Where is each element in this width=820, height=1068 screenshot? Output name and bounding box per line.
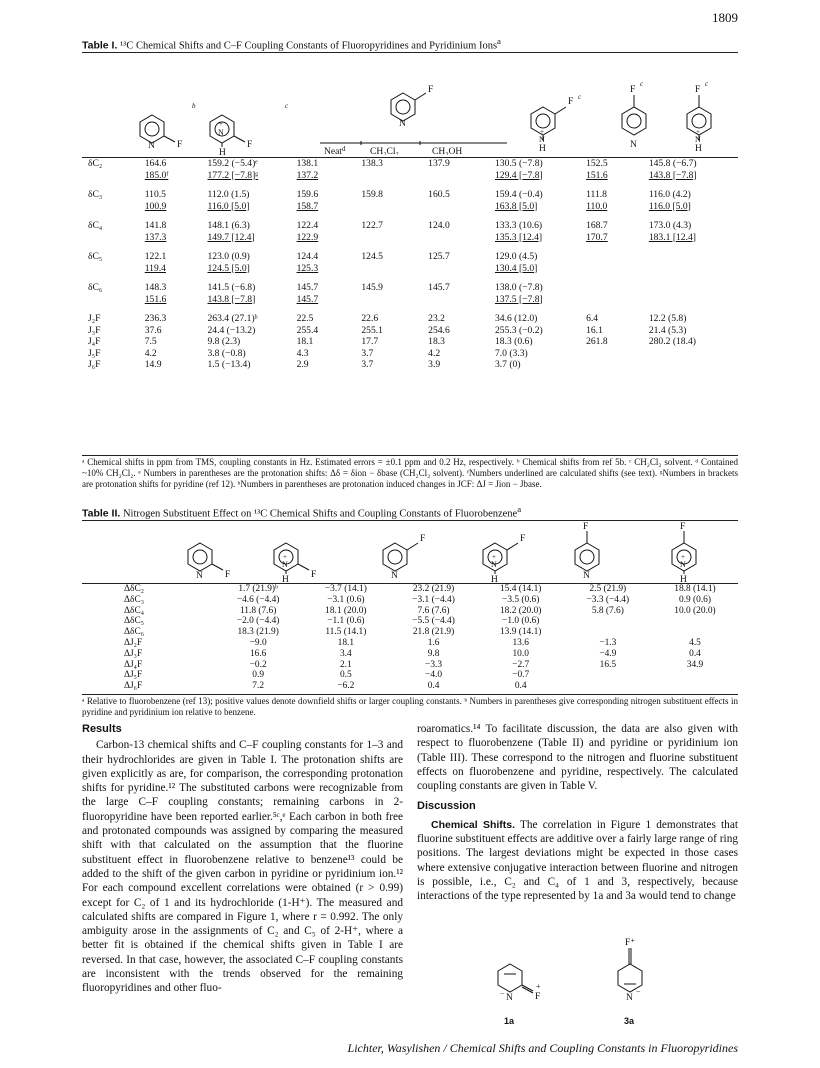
struct-label-h: H [491, 575, 498, 583]
table1-cell: 17.7 [361, 336, 379, 347]
results-continuation: roaromatics.¹⁴ To facilitate discussion, the data are also given with respect to fluorobenzene (Table II) and pyridine or pyridinium ion (Table III). These correspond to the nitrogen and fluorine substituent effects on fluorobenzene and pyridine, respectively. The calculated coupling constants are given in Table V. [417, 723, 738, 793]
struct-label-f: F [311, 570, 317, 580]
table1-cell: 135.3 [12.4] [494, 231, 543, 243]
ring-4-fluoropyridine [622, 107, 646, 135]
struct-label-b: b [192, 102, 196, 110]
table2-cell: −3.1 (0.6) [327, 594, 365, 605]
struct-label-h: H [539, 144, 546, 154]
table1-cell: 124.5 [361, 251, 383, 262]
table1-cell [584, 263, 647, 275]
results-column [82, 722, 403, 996]
table1-cell: 148.1 (6.3) [207, 220, 250, 231]
table1-cell: 9.8 (2.3) [207, 336, 241, 347]
table2-cell: −2.7 [512, 659, 530, 670]
table2-cell: 15.4 (14.1) [499, 584, 542, 594]
chemical-shifts-subheading: Chemical Shifts. [431, 818, 516, 831]
table1-cell: 22.6 [361, 313, 379, 324]
table1-cell [647, 359, 738, 371]
row-label: δC₆ [88, 282, 103, 293]
table2 [82, 584, 738, 692]
struct-label-f: F [420, 534, 426, 544]
table2-cell: 7.2 [252, 681, 264, 692]
table2-cell: −6.2 [337, 681, 355, 692]
struct-label-plus: + [492, 553, 496, 561]
table1 [82, 158, 738, 371]
table2-bottom-rule [82, 694, 738, 695]
row-label: ΔJ₅F [124, 670, 143, 681]
struct-label-f: F [225, 570, 231, 580]
struct-label-n: N [583, 571, 590, 581]
row-label: J₅F [88, 347, 101, 359]
table2-cell: −5.5 (−4.4) [412, 616, 455, 627]
struct-label-f: F [568, 97, 574, 107]
table1-structures [82, 55, 738, 155]
table1-cell [426, 232, 493, 244]
table1-cell: 173.0 (4.3) [648, 220, 692, 231]
table2-cell: −3.3 (−4.4) [586, 594, 630, 605]
struct-label-n: N [680, 560, 686, 569]
table2-cell: 0.4 [514, 681, 527, 692]
table2-cell: 1.6 [427, 637, 440, 648]
table1-cell: 159.6 [296, 189, 319, 200]
struct-label-f: F [630, 85, 636, 95]
struct-label-f: F [535, 992, 541, 1002]
discussion-text: The correlation in Figure 1 demonstrates that fluorine substituent effects are additive over a fairly large range of ring positions. The largest deviations might be expected in those cases where extensive conjugative interaction between fluorine and nitrogen is possible, i.e., C₂ and C₄ of 1 and 3, respectively, because interactions of the type represented by 1a and 3a would tend to change [417, 818, 738, 903]
table1-cell: 1.5 (−13.4) [207, 359, 251, 370]
struct-label-n: N [399, 119, 406, 129]
table1-caption [82, 36, 501, 52]
table2-caption-label: Table II. [82, 507, 121, 520]
struct-label-h: H [219, 148, 226, 155]
table1-cell: 254.6 [428, 324, 450, 336]
table1-cell: 137.5 [−7.8] [494, 293, 543, 305]
table1-bottom-rule [82, 455, 738, 456]
struct-label-f: F [247, 140, 253, 150]
table1-cell: 22.5 [296, 313, 314, 324]
table1-cell: 159.4 (−0.4) [494, 189, 543, 200]
row-label: δC₂ [88, 158, 103, 169]
table2-cell: −3.3 [425, 659, 443, 670]
table1-cell [584, 251, 647, 263]
table1-cell: 145.7 [296, 293, 319, 305]
table1-cell [647, 263, 738, 275]
table2-cell: −4.6 (−4.4) [236, 594, 280, 605]
struct-label-plus: + [540, 128, 544, 136]
row-label: ΔδC₃ [124, 594, 144, 605]
table1-cell: 116.0 [5.0] [207, 200, 250, 212]
table1-cell: 6.4 [586, 313, 599, 324]
table1-cell: 137.2 [296, 169, 319, 181]
table2-cell: −1.1 (0.6) [327, 616, 365, 627]
fig-fplus-3a: F⁺ [625, 938, 636, 948]
struct-label-f: F [583, 522, 589, 532]
table2-cell: 7.6 (7.6) [417, 605, 450, 616]
table1-cell: 183.1 [12.4] [648, 231, 696, 243]
table1-cell: 152.5 [586, 158, 608, 169]
table1-cell [584, 348, 647, 360]
table1-cell: 34.6 (12.0) [494, 313, 538, 324]
table1-cell: 141.8 [144, 220, 167, 231]
table1-cell: 122.9 [296, 231, 319, 243]
table2-cell: 4.5 [689, 637, 701, 648]
fig-label-3a: 3a [624, 1016, 635, 1026]
table2-cell: 18.3 (21.9) [237, 627, 279, 638]
table1-cell: 263.4 (27.1)ʰ [207, 313, 258, 324]
table2-cell [564, 670, 652, 681]
table1-cell [359, 232, 426, 244]
table1-cell: 124.4 [296, 251, 319, 262]
table2-cell: 1.7 (21.9)ᵇ [238, 584, 278, 594]
table2-cell: −3.5 (0.6) [502, 594, 540, 605]
table2-cell: −3.7 (14.1) [324, 584, 367, 594]
table1-cell [647, 348, 738, 360]
table1-cell: 122.1 [144, 251, 167, 262]
table1-cell: 261.8 [586, 336, 608, 347]
table2-cell: 13.6 [512, 637, 529, 648]
table2-cell: 2.1 [339, 659, 352, 670]
row-label: δC₃ [88, 189, 103, 200]
table1-cell: 158.7 [296, 200, 319, 212]
table2-cell: 0.4 [427, 681, 440, 692]
table2-cell [564, 627, 652, 638]
table1-cell: 12.2 (5.8) [648, 313, 687, 324]
table1-cell: 3.7 (0) [494, 359, 521, 370]
table2-cell: −1.3 [599, 637, 617, 648]
table1-cell [359, 294, 426, 306]
table2-cell: 23.2 (21.9) [412, 584, 455, 594]
table2-cell: 11.5 (14.1) [325, 627, 367, 638]
col-header-ch3oh: CH₃OH [432, 147, 463, 155]
table1-cell [647, 251, 738, 263]
table2-cell: 34.9 [686, 659, 704, 670]
table2-cell: 11.8 (7.6) [239, 605, 277, 616]
row-label: ΔJ₆F [124, 681, 143, 692]
struct-label-h: H [695, 144, 702, 154]
table2-cell: 18.1 (20.0) [325, 605, 367, 616]
table1-cell: 145.8 (−6.7) [648, 158, 697, 169]
table1-cell: 3.7 [361, 359, 374, 370]
row-label: δC₅ [88, 251, 103, 262]
struct-label-n: N [491, 560, 497, 569]
table1-cell: 149.7 [12.4] [207, 231, 255, 243]
table2-cell: 0.4 [689, 648, 701, 659]
table2-cell: 9.8 [427, 648, 440, 659]
row-label: ΔJ₃F [124, 648, 143, 659]
struct-label-f: F [695, 85, 701, 95]
struct-label-c: c [705, 80, 709, 88]
table2-cell: 16.6 [249, 648, 267, 659]
struct-label-plus: + [283, 553, 287, 561]
table2-cell: 18.8 (14.1) [674, 584, 716, 594]
table2-cell: −9.0 [249, 637, 267, 648]
table1-cell: 145.7 [296, 282, 319, 293]
discussion-heading: Discussion [417, 800, 476, 813]
table1-cell: 160.5 [428, 189, 450, 200]
table1-cell [426, 170, 493, 182]
page-number: 1809 [712, 10, 738, 25]
table1-cell: 100.9 [144, 200, 167, 212]
struct-label-n: N [539, 135, 545, 144]
table1-cell: 125.3 [296, 262, 319, 274]
table1-cell: 145.9 [361, 282, 383, 293]
ring-3-fluoropyridine [391, 93, 415, 121]
table2-cell: 13.9 (14.1) [499, 627, 542, 638]
table2-cell: −4.9 [599, 648, 617, 659]
table1-cell: 163.8 [5.0] [494, 200, 538, 212]
table1-cell: 3.8 (−0.8) [207, 347, 246, 359]
table2-cell: 18.1 [337, 637, 355, 648]
fig-minus-3a: − [636, 987, 641, 996]
col-header-neat-sup: d [341, 145, 346, 153]
struct-label-f: F [520, 534, 526, 544]
table1-cell: 151.6 [586, 169, 608, 181]
struct-label-f: F [177, 140, 183, 150]
table1-cell: 7.0 (3.3) [494, 347, 528, 359]
table1-cell [359, 263, 426, 275]
table1-cell: 23.2 [428, 313, 445, 324]
table1-cell: 138.3 [361, 158, 383, 169]
row-label: J₄F [88, 336, 101, 347]
discussion-column [417, 722, 738, 904]
ring-2-fluoropyridine [140, 115, 164, 143]
table2-cell: −0.2 [249, 659, 267, 670]
struct-label-c: c [578, 93, 582, 101]
table1-cell: 21.4 (5.3) [648, 324, 687, 336]
row-label: ΔδC₄ [124, 605, 144, 616]
table1-cell: 159.2 (−5.4)ᵉ [207, 158, 258, 169]
table1-cell [647, 282, 738, 294]
table2-cell: −0.7 [512, 670, 530, 681]
table1-cell: 129.4 [−7.8] [494, 169, 543, 181]
results-paragraph: Carbon-13 chemical shifts and C–F coupling constants for 1–3 and their hydrochlorides are given in Table I. The protonation shifts are given explicitly as are, for comparison, the corresponding protonation shifts for pyridine.¹² The substituted carbons were recognizable from the large C–F coupling constants; remaining carbons in 2-fluoropyridine have been reported earlier.⁵ᶜ,ᵉ Each carbon in both free and protonated compounds was assigned by comparing the measured shift with that calculated on the assumption that the fluorine substituent effect in fluorobenzene relative to benzene¹³ could be added to the shift of the given carbon in pyridine or pyridinium ion.¹² For each compound excellent correlations were obtained (r > 0.99) except for C₂ of 1 and its hydrochloride (1-H⁺). The measured and calculated shifts are compared in Figure 1, where r = 0.992. The only ambiguity arose in the assignments of C₂ and C₅ of 2-H⁺, where a better fit is obtained if the chemical shifts given in Table I are reversed. In that case, however, the associated C–F coupling constants are inconsistent with the trends observed for the remaining fluoropyridines and other fluo- [82, 739, 403, 995]
table1-cell [584, 359, 647, 371]
table2-cell: 10.0 (20.0) [674, 605, 716, 616]
table1-cell: 4.2 [144, 347, 157, 359]
table1-cell: 129.0 (4.5) [494, 251, 538, 262]
table1-cell: 3.7 [361, 347, 374, 359]
table1-cell: 143.8 [−7.8] [648, 169, 697, 181]
struct-label-c: c [285, 102, 289, 110]
table2-cell [652, 627, 738, 638]
table1-cell [584, 282, 647, 294]
table1-cell: 37.6 [144, 324, 162, 336]
table2-caption [82, 504, 521, 520]
table2-structures [82, 521, 738, 583]
table2-cell: 0.9 [252, 670, 264, 681]
struct-label-f: F [428, 85, 434, 95]
table1-cell: 137.3 [144, 231, 167, 243]
table1-cell: 133.3 (10.6) [494, 220, 543, 231]
table1-cell [426, 263, 493, 275]
table1-cell: 124.5 [5.0] [207, 262, 250, 274]
table1-cell: 116.0 [5.0] [648, 200, 691, 212]
table2-cell: 3.4 [339, 648, 352, 659]
struct-label-n: N [196, 571, 203, 581]
table1-cell: 148.3 [144, 282, 167, 293]
table2-cell: 18.2 (20.0) [499, 605, 542, 616]
table2-cell [652, 670, 738, 681]
table1-caption-text: ¹³C Chemical Shifts and C–F Coupling Constants of Fluoropyridines and Pyridinium Ions [120, 40, 498, 52]
struct-label-f: F [680, 522, 686, 532]
row-label: J₃F [88, 324, 101, 336]
struct-label-h: H [282, 575, 289, 583]
table1-cell: 110.5 [144, 189, 166, 200]
struct-label-n: N [630, 140, 637, 150]
results-heading: Results [82, 723, 122, 735]
table1-cell [359, 170, 426, 182]
fig-label-1a: 1a [504, 1016, 515, 1026]
table1-cell: 123.0 (0.9) [207, 251, 250, 262]
struct-label-c: c [640, 80, 644, 88]
table2-cell: 10.0 [512, 648, 529, 659]
table2-cell [652, 616, 738, 627]
table1-cell: 255.4 [296, 324, 319, 336]
table2-cell: 5.8 (7.6) [591, 605, 624, 616]
table1-cell: 4.3 [296, 347, 309, 359]
table1-cell: 143.8 [−7.8] [207, 293, 256, 305]
table1-cell: 280.2 (18.4) [648, 336, 696, 347]
row-label: ΔJ₄F [124, 659, 143, 670]
table1-cell: 137.9 [428, 158, 450, 169]
struct-label-n: N [695, 135, 701, 144]
table1-cell: 177.2 [−7.8]ᵍ [207, 169, 259, 181]
table2-cell: 21.8 (21.9) [412, 627, 455, 638]
row-label: ΔδC₂ [124, 584, 144, 594]
table1-cell: 110.0 [586, 200, 608, 212]
table1-cell: 122.4 [296, 220, 319, 231]
col-header-ch2cl2: CH₂Cl₂ [370, 147, 399, 155]
struct-label-plus: + [696, 128, 700, 136]
table2-footnote: ᵃ Relative to fluorobenzene (ref 13); positive values denote downfield shifts or larger coupling constants. ᵇ Numbers in parentheses give corresponding nitrogen substituent effects in pyridine and pyridinium ion relative to benzene. [82, 696, 738, 717]
table1-top-rule [82, 52, 738, 53]
row-label: ΔδC₅ [124, 616, 144, 627]
table1-caption-sup: a [497, 36, 501, 46]
table2-cell: −1.0 (0.6) [502, 616, 540, 627]
col-header-neat [324, 145, 346, 155]
table1-cell: 3.9 [428, 359, 441, 370]
table1-cell: 111.8 [586, 189, 607, 200]
table2-caption-text: Nitrogen Substituent Effect on ¹³C Chemical Shifts and Coupling Constants of Fluorobenzene [122, 508, 518, 520]
table1-cell: 119.4 [144, 262, 166, 274]
table1-cell: 138.0 (−7.8) [494, 282, 543, 293]
struct-label-n: N [626, 993, 633, 1003]
table1-cell: 2.9 [296, 359, 309, 370]
table2-cell: −3.1 (−4.4) [412, 594, 455, 605]
table2-cell: 0.9 (0.6) [678, 594, 711, 605]
row-label: J₂F [88, 313, 101, 324]
table1-cell: 164.6 [144, 158, 167, 169]
table1-cell [359, 201, 426, 213]
table1-cell: 185.0ᶠ [144, 169, 169, 181]
table1-cell: 145.7 [428, 282, 450, 293]
table1-cell: 125.7 [428, 251, 450, 262]
table1-cell: 14.9 [144, 359, 162, 370]
row-label: J₆F [88, 359, 101, 370]
table1-cell: 18.1 [296, 336, 314, 347]
table1-cell [426, 201, 493, 213]
table2-cell: 16.5 [599, 659, 617, 670]
struct-label-n: N [218, 128, 224, 137]
table2-cell: 0.5 [339, 670, 352, 681]
discussion-paragraph [417, 818, 738, 904]
table1-cell [426, 294, 493, 306]
ring-1a [498, 964, 522, 992]
table1-caption-label: Table I. [82, 39, 118, 52]
table1-cell: 124.0 [428, 220, 450, 231]
struct-label-n: N [148, 141, 155, 151]
table1-cell [647, 294, 738, 306]
table2-cell: −2.0 (−4.4) [236, 616, 280, 627]
table1-cell: 151.6 [144, 293, 167, 305]
fig-minus-1a: − [500, 989, 505, 998]
table1-cell: 18.3 (0.6) [494, 336, 533, 347]
col-header-neat-text: Neat [324, 147, 342, 155]
table1-cell: 122.7 [361, 220, 383, 231]
table1-cell: 170.7 [586, 231, 608, 243]
table1-cell: 130.5 (−7.8) [494, 158, 543, 169]
table2-cell: 2.5 (21.9) [589, 584, 627, 594]
table1-cell: 130.4 [5.0] [494, 262, 538, 274]
table1-cell: 7.5 [144, 336, 157, 347]
table1-cell [584, 294, 647, 306]
struct-label-n: N [391, 571, 398, 581]
row-label: ΔδC₆ [124, 627, 144, 638]
table1-cell: 255.3 (−0.2) [494, 324, 543, 336]
table1-cell: 4.2 [428, 347, 441, 359]
table2-cell [564, 616, 652, 627]
table1-cell: 112.0 (1.5) [207, 189, 250, 200]
struct-label-plus: + [219, 120, 223, 128]
struct-label-n: N [506, 993, 513, 1003]
resonance-structures [480, 934, 680, 1034]
table1-cell: 159.8 [361, 189, 383, 200]
row-label: δC₄ [88, 220, 103, 231]
table2-caption-sup: a [517, 504, 522, 514]
table1-cell: 141.5 (−6.8) [207, 282, 256, 293]
table1-cell: 236.3 [144, 313, 167, 324]
struct-label-plus: + [681, 553, 685, 561]
table2-cell: −4.0 [425, 670, 443, 681]
table1-footnote: ᵃ Chemical shifts in ppm from TMS, coupling constants in Hz. Estimated errors = ±0.1 ppm and 0.2 Hz, respectively. ᵇ Chemical shifts from ref 5b. ᶜ CH₂Cl₂ solvent. ᵈ Contained ~10% CH₂Cl₂. ᵉ Numbers in parentheses are the protonation shifts: Δδ = δion − δbase (CH₂Cl₂ solvent). ᶠNumbers underlined are calculated shifts (see text). ᵍNumbers in brackets are protonation shifts for pyridine (ref 12). ʰNumbers in parentheses are protonation induced changes in JCF: ΔJ = Jion − Jbase. [82, 457, 738, 489]
table2-cell [652, 681, 738, 692]
table1-cell: 255.1 [361, 324, 383, 336]
table1-cell: 18.3 [428, 336, 445, 347]
table1-cell: 24.4 (−13.2) [207, 324, 256, 336]
struct-label-n: N [282, 560, 288, 569]
table1-cell: 16.1 [586, 324, 603, 336]
table1-cell: 168.7 [586, 220, 608, 231]
table1-cell: 138.1 [296, 158, 319, 169]
running-footer: Lichter, Wasylishen / Chemical Shifts and Coupling Constants in Fluoropyridines [347, 1041, 738, 1055]
row-label: ΔJ₂F [124, 637, 143, 648]
table2-cell [564, 681, 652, 692]
fig-plus-1a: + [536, 982, 541, 991]
table1-cell: 116.0 (4.2) [648, 189, 691, 200]
struct-label-h: H [680, 575, 687, 583]
